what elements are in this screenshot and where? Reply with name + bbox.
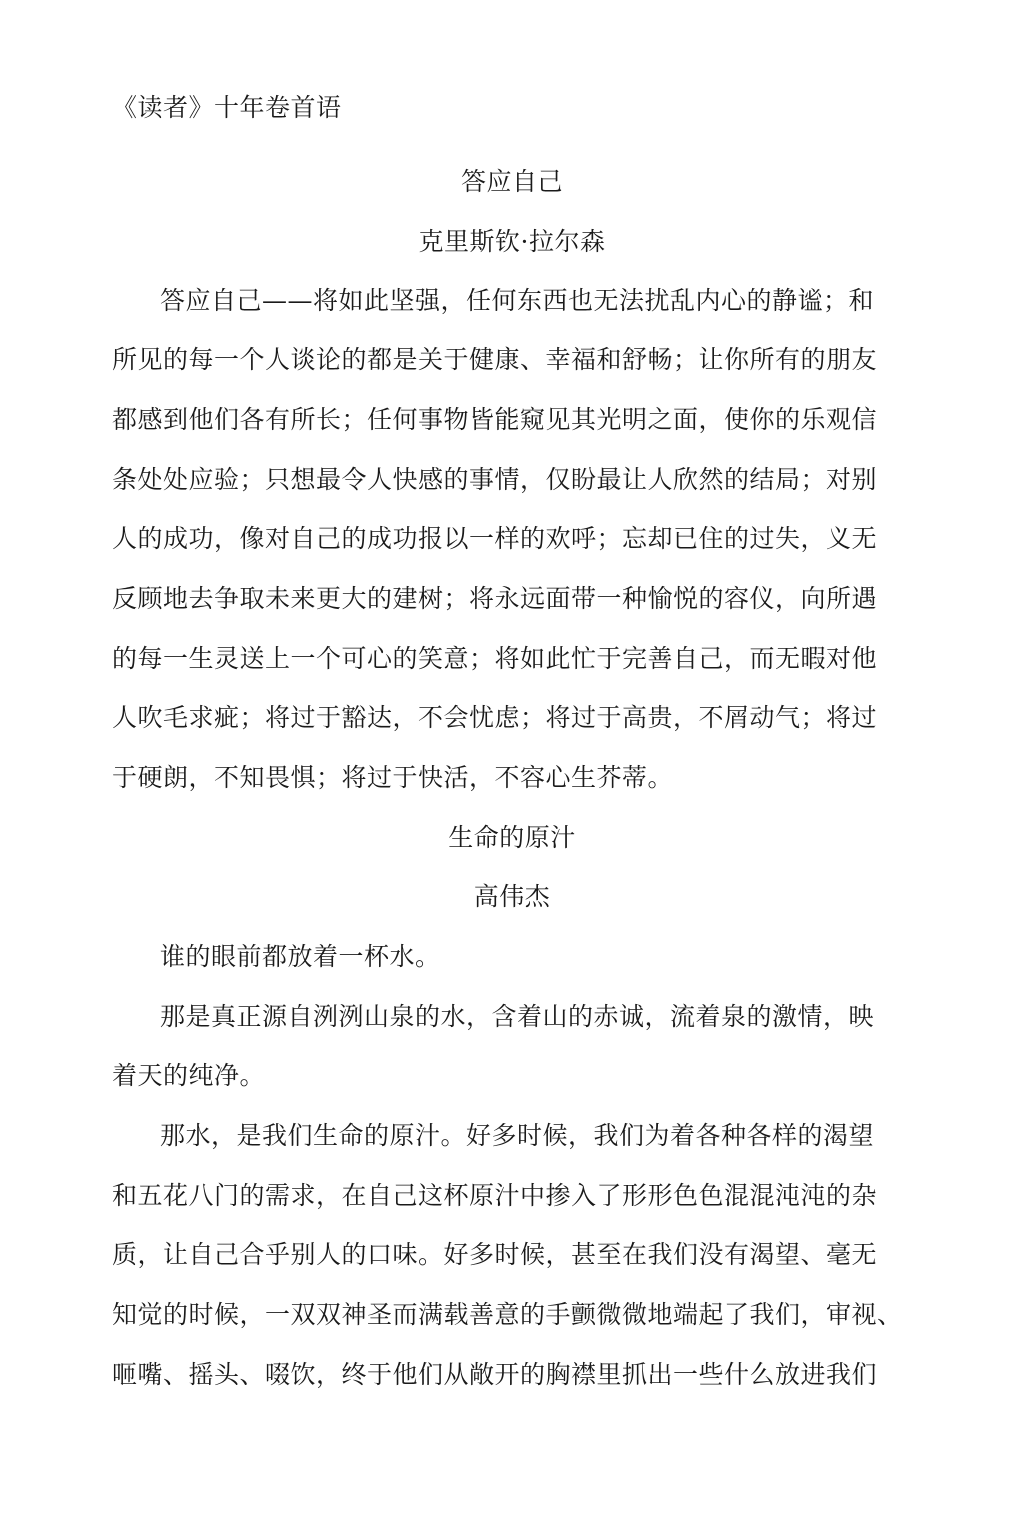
article-2-paragraph-line: 知觉的时候，一双双神圣而满载善意的手颤微微地端起了我们，审视、: [112, 1300, 903, 1329]
article-1-paragraph-line: 人吹毛求疵；将过于豁达，不会忧虑；将过于高贵，不屑动气；将过: [112, 703, 878, 732]
article-1-title: 答应自己: [460, 167, 563, 196]
article-1-author: 克里斯钦·拉尔森: [418, 227, 606, 256]
article-2-paragraph-line: 着天的纯净。: [112, 1061, 266, 1090]
article-1-paragraph-line: 的每一生灵送上一个可心的笑意；将如此忙于完善自己，而无暇对他: [112, 644, 878, 673]
article-2-author: 高伟杰: [473, 882, 551, 911]
article-2-paragraph-line: 和五花八门的需求，在自己这杯原汁中掺入了形形色色混混沌沌的杂: [112, 1181, 878, 1210]
article-2-paragraph-line: 那是真正源自洌洌山泉的水，含着山的赤诚，流着泉的激情，映: [160, 1002, 875, 1031]
article-1-paragraph-line: 所见的每一个人谈论的都是关于健康、幸福和舒畅；让你所有的朋友: [112, 345, 878, 374]
collection-title: 《读者》十年卷首语: [112, 93, 342, 122]
article-2-paragraph-line: 咂嘴、摇头、啜饮，终于他们从敞开的胸襟里抓出一些什么放进我们: [112, 1360, 878, 1389]
article-2-title: 生命的原汁: [448, 823, 576, 852]
article-2-paragraph-line: 质，让自己合乎别人的口味。好多时候，甚至在我们没有渴望、毫无: [112, 1240, 878, 1269]
article-1-paragraph-line: 都感到他们各有所长；任何事物皆能窥见其光明之面，使你的乐观信: [112, 405, 878, 434]
article-2-paragraph-line: 那水，是我们生命的原汁。好多时候，我们为着各种各样的渴望: [160, 1121, 875, 1150]
article-1-paragraph-line: 条处处应验；只想最令人快感的事情，仅盼最让人欣然的结局；对别: [112, 465, 878, 494]
article-1-paragraph-line: 于硬朗，不知畏惧；将过于快活，不容心生芥蒂。: [112, 763, 674, 792]
article-1-paragraph-line: 人的成功，像对自己的成功报以一样的欢呼；忘却已住的过失，义无: [112, 524, 878, 553]
article-1-paragraph-line: 答应自己——将如此坚强，任何东西也无法扰乱内心的静谧；和: [160, 286, 875, 315]
article-1-paragraph-line: 反顾地去争取未来更大的建树；将永远面带一种愉悦的容仪，向所遇: [112, 584, 878, 613]
article-2-paragraph-line: 谁的眼前都放着一杯水。: [160, 942, 441, 971]
